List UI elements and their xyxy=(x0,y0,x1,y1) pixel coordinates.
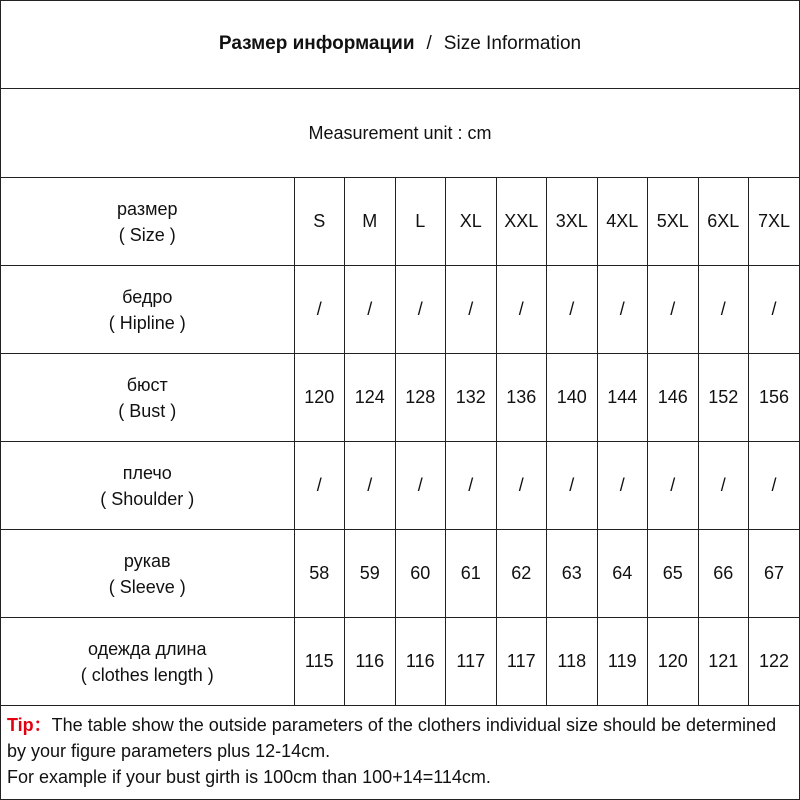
table-cell: 120 xyxy=(648,618,699,706)
table-cell: 146 xyxy=(648,354,699,442)
table-cell: / xyxy=(698,266,749,354)
measurement-unit: Measurement unit : cm xyxy=(1,89,799,178)
table-cell: 136 xyxy=(496,354,547,442)
table-cell: 128 xyxy=(395,354,446,442)
table-cell: 65 xyxy=(648,530,699,618)
table-cell: 119 xyxy=(597,618,648,706)
table-cell: 117 xyxy=(446,618,497,706)
title-russian: Размер информации xyxy=(218,32,415,54)
table-cell: 144 xyxy=(597,354,648,442)
table-row xyxy=(1,266,799,354)
row-label-russian: размер xyxy=(117,198,178,219)
table-cell: / xyxy=(294,266,345,354)
title-row xyxy=(1,1,799,89)
table-cell: / xyxy=(345,266,396,354)
table-cell: L xyxy=(395,178,446,266)
table-cell: 67 xyxy=(749,530,800,618)
row-label-english: ( clothes length ) xyxy=(80,664,214,685)
table-cell: XXL xyxy=(496,178,547,266)
table-cell: / xyxy=(648,442,699,530)
table-row xyxy=(1,178,799,266)
table-cell: / xyxy=(395,442,446,530)
table-cell: S xyxy=(294,178,345,266)
row-label xyxy=(1,618,294,706)
table-cell: 4XL xyxy=(597,178,648,266)
row-label-russian: одежда длина xyxy=(88,638,207,659)
row-label xyxy=(1,354,294,442)
row-label-english: ( Bust ) xyxy=(118,400,177,421)
table-cell: / xyxy=(446,442,497,530)
table-row xyxy=(1,618,799,706)
table-cell: 117 xyxy=(496,618,547,706)
table-cell: / xyxy=(547,442,598,530)
row-label xyxy=(1,442,294,530)
table-cell: / xyxy=(749,442,800,530)
row-label-english: ( Sleeve ) xyxy=(108,576,186,597)
table-cell: 116 xyxy=(345,618,396,706)
title-english: Size Information xyxy=(443,32,582,54)
table-cell: / xyxy=(597,442,648,530)
size-table-body xyxy=(1,178,799,706)
row-label-russian: плечо xyxy=(122,462,172,483)
table-cell: 3XL xyxy=(547,178,598,266)
table-cell: 66 xyxy=(698,530,749,618)
table-cell: 58 xyxy=(294,530,345,618)
table-cell: 156 xyxy=(749,354,800,442)
table-cell: 6XL xyxy=(698,178,749,266)
table-cell: 118 xyxy=(547,618,598,706)
table-cell: / xyxy=(496,266,547,354)
title-separator: / xyxy=(426,32,432,54)
table-cell: 115 xyxy=(294,618,345,706)
table-cell: / xyxy=(648,266,699,354)
tip-text: The table show the outside parameters of the clothers individual size should be determined by your figure parameters plus 12-14cm. xyxy=(7,715,777,761)
table-row xyxy=(1,354,799,442)
row-label-english: ( Hipline ) xyxy=(108,312,186,333)
table-cell: XL xyxy=(446,178,497,266)
size-table xyxy=(1,178,799,706)
table-cell: 5XL xyxy=(648,178,699,266)
row-label-russian: бюст xyxy=(126,374,168,395)
table-cell: 62 xyxy=(496,530,547,618)
table-cell: 61 xyxy=(446,530,497,618)
table-cell: 140 xyxy=(547,354,598,442)
table-cell: 63 xyxy=(547,530,598,618)
tip-note xyxy=(1,710,799,799)
table-cell: / xyxy=(547,266,598,354)
table-cell: / xyxy=(698,442,749,530)
row-label-english: ( Shoulder ) xyxy=(100,488,195,509)
table-cell: / xyxy=(345,442,396,530)
tip-line-1 xyxy=(7,712,793,764)
row-label-russian: рукав xyxy=(123,550,171,571)
table-cell: / xyxy=(597,266,648,354)
table-cell: / xyxy=(749,266,800,354)
table-cell: 121 xyxy=(698,618,749,706)
table-row xyxy=(1,530,799,618)
row-label xyxy=(1,178,294,266)
table-cell: 116 xyxy=(395,618,446,706)
row-label xyxy=(1,266,294,354)
row-label xyxy=(1,530,294,618)
table-cell: 7XL xyxy=(749,178,800,266)
row-label-english: ( Size ) xyxy=(118,224,176,245)
table-cell: / xyxy=(446,266,497,354)
tip-line-2: For example if your bust girth is 100cm than 100+14=114cm. xyxy=(7,767,491,787)
table-cell: 59 xyxy=(345,530,396,618)
table-cell: / xyxy=(294,442,345,530)
table-cell: / xyxy=(496,442,547,530)
table-cell: 152 xyxy=(698,354,749,442)
table-cell: 60 xyxy=(395,530,446,618)
row-label-russian: бедро xyxy=(122,286,173,307)
table-cell: 120 xyxy=(294,354,345,442)
table-row xyxy=(1,442,799,530)
table-cell: 122 xyxy=(749,618,800,706)
table-cell: M xyxy=(345,178,396,266)
tip-label: Tip： xyxy=(7,715,52,735)
table-cell: 64 xyxy=(597,530,648,618)
table-cell: / xyxy=(395,266,446,354)
table-cell: 124 xyxy=(345,354,396,442)
table-cell: 132 xyxy=(446,354,497,442)
